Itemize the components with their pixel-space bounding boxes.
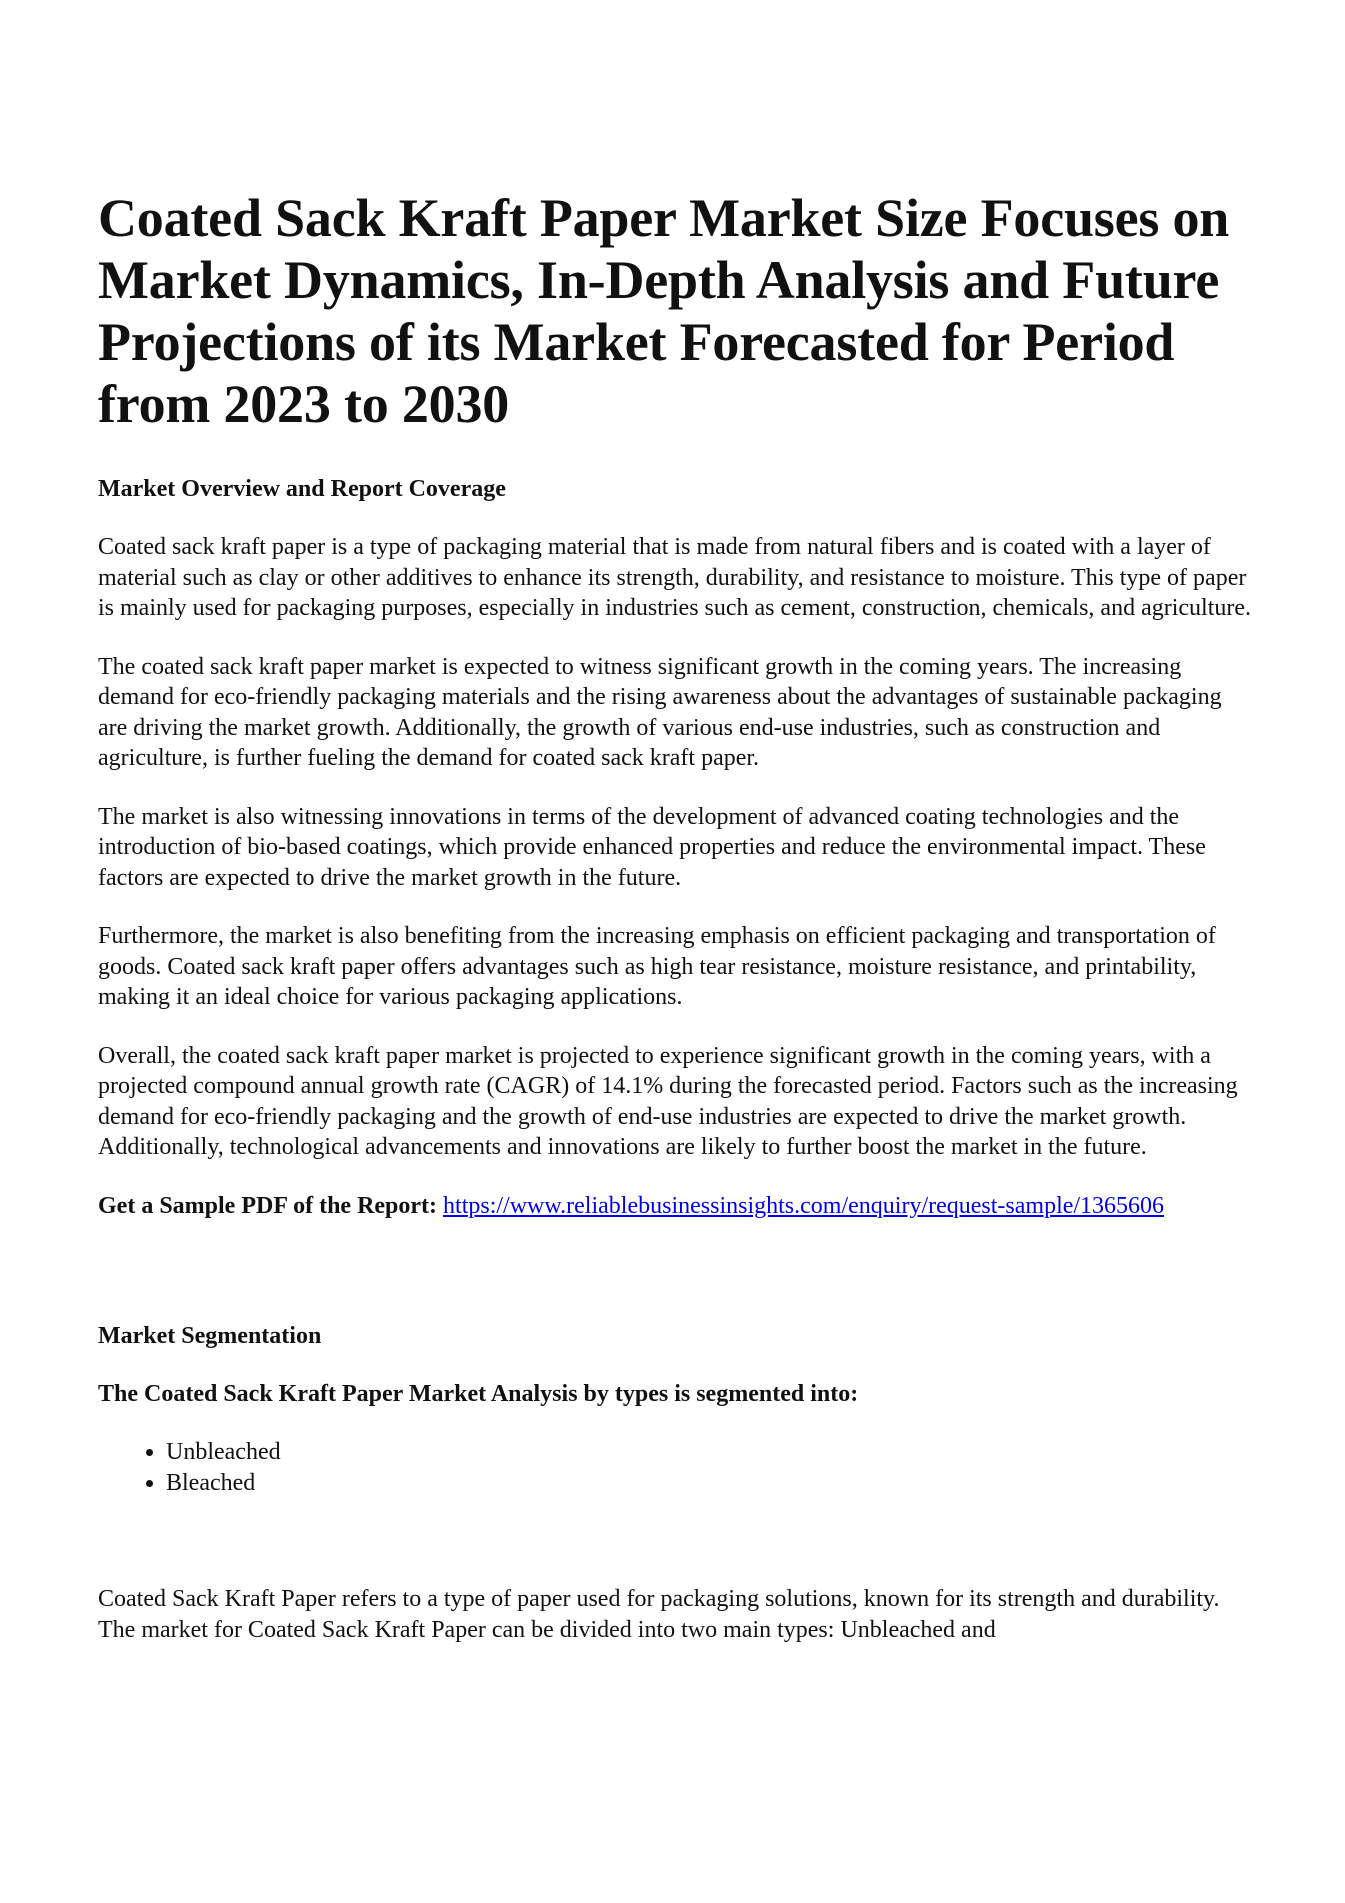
paragraph: Coated sack kraft paper is a type of packaging material that is made from natural fibers and is coated with a layer of material such as clay or other additives to enhance its strength, durability, and resistance to moisture. This type of paper is mainly used for packaging purposes, especially in industries such as cement, construction, chemicals, and agriculture. <box>98 534 1252 621</box>
paragraph: Coated Sack Kraft Paper refers to a type of paper used for packaging solutions, known for its strength and durability. The market for Coated Sack Kraft Paper can be divided into two main types: Unbleached and <box>98 1586 1220 1643</box>
paragraph: The market is also witnessing innovations in terms of the development of advanced coating technologies and the introduction of bio-based coatings, which provide enhanced properties and reduce the environmental impact. These factors are expected to drive the market growth in the future. <box>98 803 1206 891</box>
sample-paragraph <box>98 1191 1256 1222</box>
page-title: Coated Sack Kraft Paper Market Size Focuses on Market Dynamics, In-Depth Analysis and Future Projections of its Market Forecasted for Period from 2023 to 2030 <box>98 188 1230 434</box>
paragraph: The coated sack kraft paper market is expected to witness significant growth in the coming years. The increasing demand for eco-friendly packaging materials and the rising awareness about the advantages of sustainable packaging are driving the market growth. Additionally, the growth of various end-use industries, such as construction and agriculture, is further fueling the demand for coated sack kraft paper. <box>98 653 1222 771</box>
sample-label: Get a Sample PDF of the Report: <box>98 1192 438 1219</box>
paragraph: Furthermore, the market is also benefiting from the increasing emphasis on efficient packaging and transportation of goods. Coated sack kraft paper offers advantages such as high tear resistance, moisture resistance, and printability, making it an ideal choice for various packaging applications. <box>98 923 1216 1010</box>
segmentation-heading: Market Segmentation <box>98 1323 322 1349</box>
types-heading: The Coated Sack Kraft Paper Market Analysis by types is segmented into: <box>98 1381 859 1407</box>
list-item: • Bleached <box>166 1468 1256 1499</box>
types-list <box>98 1437 1256 1499</box>
overview-heading: Market Overview and Report Coverage <box>98 476 506 502</box>
sample-link[interactable]: https://www.reliablebusinessinsights.com/enquiry/request-sample/1365606 <box>443 1192 1165 1219</box>
paragraph: Overall, the coated sack kraft paper market is projected to experience significant growth in the coming years, with a projected compound annual growth rate (CAGR) of 14.1% during the forecasted period. Factors such as the increasing demand for eco-friendly packaging and the growth of end-use industries are expected to drive the market growth. Additionally, technological advancements and innovations are likely to further boost the market in the future. <box>98 1042 1238 1160</box>
list-item: • Unbleached <box>166 1437 1256 1468</box>
